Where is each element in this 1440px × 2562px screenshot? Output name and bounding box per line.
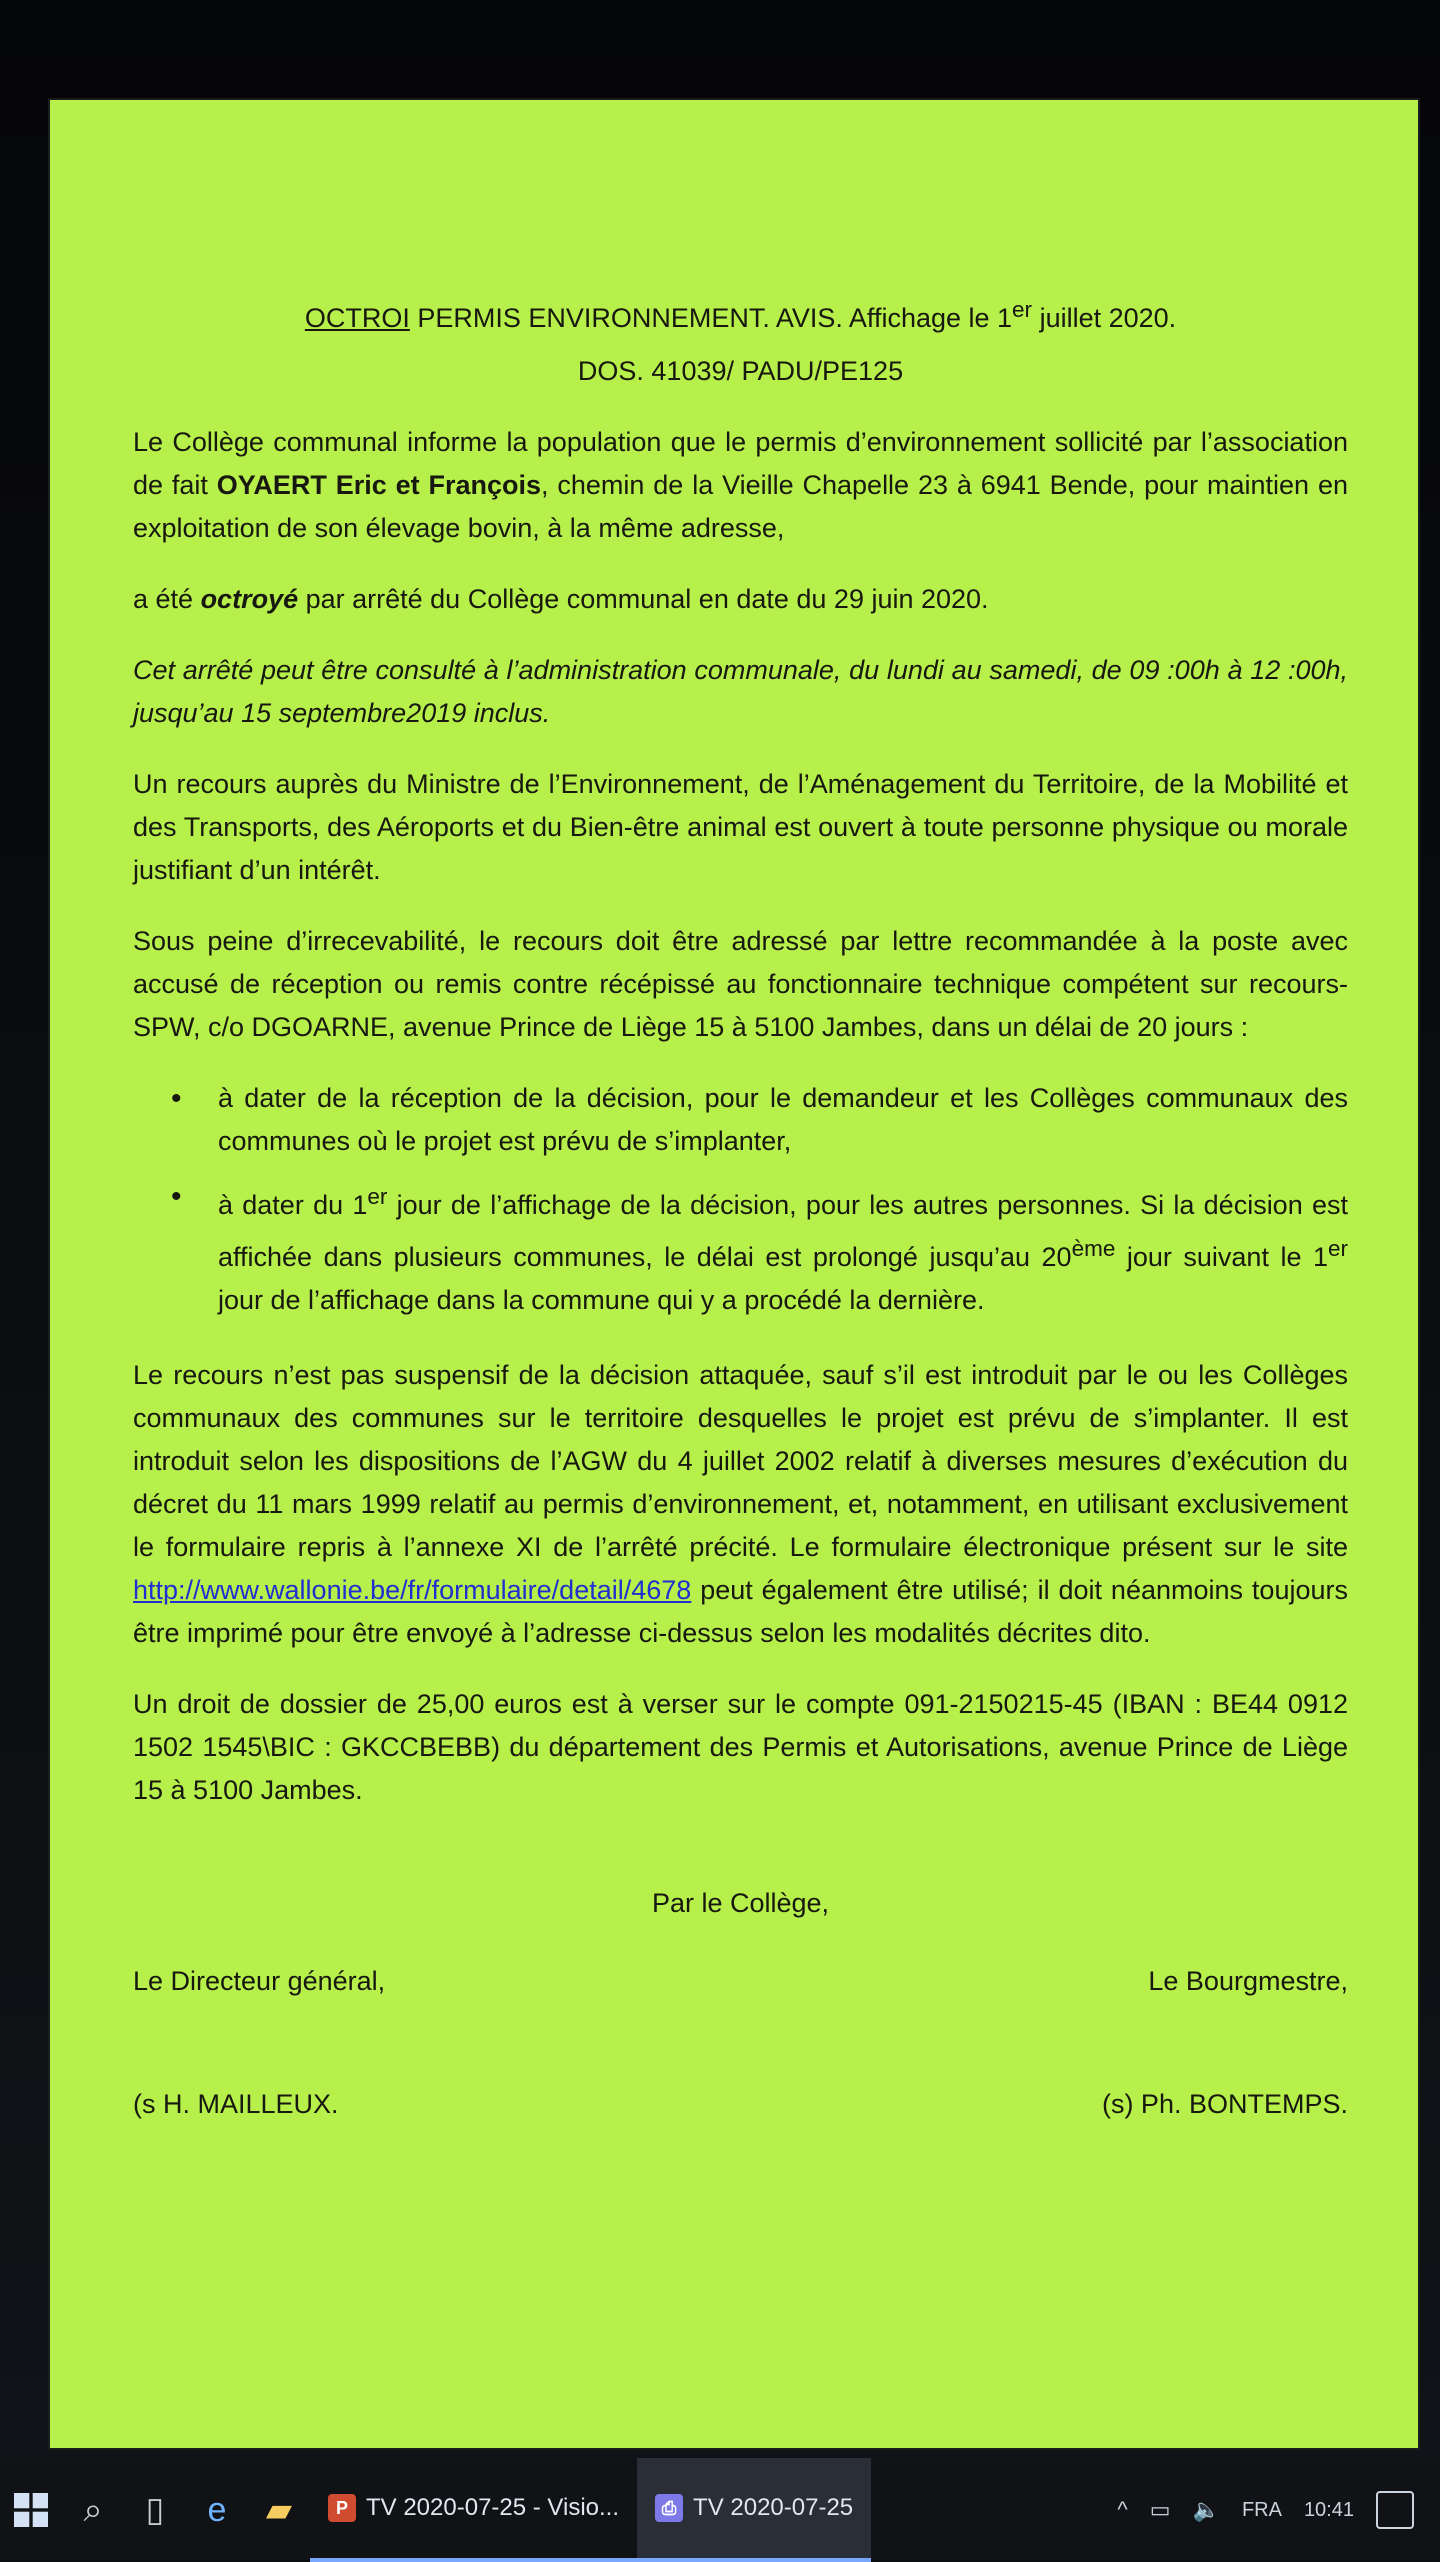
paragraph-1	[133, 421, 1348, 550]
right-signature: (s) Ph. BONTEMPS.	[1101, 2089, 1348, 2119]
viewer-icon: ⎙	[655, 2494, 683, 2522]
taskbar-item-doc[interactable]	[637, 2458, 871, 2562]
p2-bold-italic: octroyé	[200, 584, 299, 614]
task-view-icon[interactable]: ▯	[145, 2491, 165, 2529]
title-prefix: OCTROI	[304, 303, 410, 333]
left-signature: (s H. MAILLEUX.	[133, 2089, 339, 2119]
language-indicator[interactable]: FRA	[1241, 2498, 1282, 2521]
system-tray	[1117, 2491, 1440, 2529]
title-end: juillet 2020.	[1032, 303, 1177, 333]
bullet2-text-c: jour suivant le 1	[1115, 1242, 1328, 1272]
bullet2-text-b: jour de l’affichage de la décision, pour les autres personnes. Si la décision est affichée dans plusieurs communes, le délai est prolongé jusqu’au 20	[218, 1190, 1348, 1272]
title-sup: er	[1012, 297, 1033, 322]
paragraph-4: Un recours auprès du Ministre de l’Environnement, de l’Aménagement du Territoire, de la Mobilité et des Transports, des Aéroports et du Bien-être animal est ouvert à toute personne physique ou morale justifiant d’un intérêt.	[133, 769, 1348, 885]
bullet2-text-d: jour de l’affichage dans la commune qui y a procédé la dernière.	[218, 1285, 985, 1315]
signoff: Par le Collège,	[651, 1888, 830, 1918]
paragraph-3: Cet arrêté peut être consulté à l’administration communale, du lundi au samedi, de 09 :00h à 12 :00h, jusqu’au 15 septembre2019 inclus.	[133, 655, 1348, 728]
taskbar	[0, 2460, 1440, 2560]
p1-text-a: Le Collège communal informe la population que le permis d’environnement sollicité par l’association de fait	[133, 427, 1348, 500]
paragraph-5: Sous peine d’irrecevabilité, le recours doit être adressé par lettre recommandée à la poste avec accusé de réception ou remis contre récépissé au fonctionnaire technique compétent sur recours-SPW, c/o DGOARNE, avenue Prince de Liège 15 à 5100 Jambes, dans un délai de 20 jours :	[133, 926, 1348, 1042]
bullet2-sup-2: ème	[1071, 1236, 1116, 1261]
left-role: Le Directeur général,	[133, 1966, 386, 1996]
windows-start-icon[interactable]	[0, 2460, 62, 2560]
taskbar-item-label: TV 2020-07-25 - Visio...	[366, 2494, 620, 2521]
bullet-dot-icon: •	[171, 1180, 182, 1213]
paragraph-6	[133, 1354, 1348, 1655]
p6-text-a: Le recours n’est pas suspensif de la décision attaquée, sauf s’il est introduit par le ou les Collèges communaux des communes sur le territoire desquelles le projet est prévu de s’implanter. Il est introduit selon les dispositions de l’AGW du 4 juillet 2002 relatif à diverses mesures d’exécution du décret du 11 mars 1999 relatif au permis d’environnement, et, notamment, en utilisant exclusivement le formulaire repris à l’annexe XI de l’arrêté précité. Le formulaire électronique présent sur le site	[133, 1360, 1348, 1562]
search-icon[interactable]: ⌕	[83, 2490, 103, 2529]
file-explorer-icon[interactable]: ▰	[265, 2491, 293, 2529]
notification-center-icon[interactable]	[1376, 2491, 1414, 2529]
document-title	[133, 288, 1348, 340]
windows-logo-icon	[14, 2493, 48, 2527]
signature-names	[133, 2083, 1348, 2126]
edge-browser-icon[interactable]: e	[207, 2490, 227, 2529]
document-content	[133, 288, 1348, 2206]
title-rest: PERMIS ENVIRONNEMENT. AVIS. Affichage le 1	[409, 303, 1013, 333]
p2-text-a: a été	[133, 584, 201, 614]
clock[interactable]: 10:41	[1303, 2498, 1354, 2521]
form-link[interactable]: http://www.wallonie.be/fr/formulaire/detail/4678	[133, 1575, 692, 1605]
bullet2-sup-3: er	[1328, 1236, 1349, 1261]
right-role: Le Bourgmestre,	[1148, 1966, 1348, 1996]
bullet-item-1	[133, 1077, 1348, 1163]
keyboard-icon[interactable]: ▭	[1149, 2497, 1171, 2522]
bullet2-text-a: à dater du 1	[218, 1190, 368, 1220]
signature-roles	[133, 1960, 1348, 2003]
p1-bold: OYAERT Eric et François	[216, 470, 542, 500]
volume-icon[interactable]: 🔈	[1192, 2497, 1220, 2522]
taskbar-item-visio[interactable]	[310, 2458, 637, 2562]
document-subtitle: DOS. 41039/ PADU/PE125	[577, 356, 904, 386]
paragraph-2	[133, 578, 1348, 621]
bullet2-sup-1: er	[367, 1184, 388, 1209]
bullet-list	[133, 1077, 1348, 1322]
powerpoint-icon: P	[328, 2494, 356, 2522]
chevron-up-icon[interactable]: ^	[1117, 2497, 1128, 2522]
p2-text-b: par arrêté du Collège communal en date du 29 juin 2020.	[298, 584, 989, 614]
taskbar-item-label: TV 2020-07-25	[693, 2494, 854, 2521]
bullet1-text: à dater de la réception de la décision, pour le demandeur et les Collèges communaux des communes où le projet est prévu de s’implanter,	[218, 1083, 1348, 1156]
p1-text-b: , chemin de la Vieille Chapelle 23 à 6941 Bende, pour maintien en exploitation de son élevage bovin, à la même adresse,	[133, 470, 1348, 543]
paragraph-7: Un droit de dossier de 25,00 euros est à verser sur le compte 091-2150215-45 (IBAN : BE44 0912 1502 1545\BIC : GKCCBEBB) du département des Permis et Autorisations, avenue Prince de Liège 15 à 5100 Jambes.	[133, 1689, 1348, 1805]
p6-text-b: peut également être utilisé; il doit néanmoins toujours être imprimé pour être envoyé à l’adresse ci-dessus selon les modalités décrites dito.	[133, 1575, 1348, 1648]
document-viewer[interactable]	[48, 98, 1420, 2450]
bullet-item-2	[133, 1175, 1348, 1322]
bullet-dot-icon: •	[171, 1082, 182, 1115]
